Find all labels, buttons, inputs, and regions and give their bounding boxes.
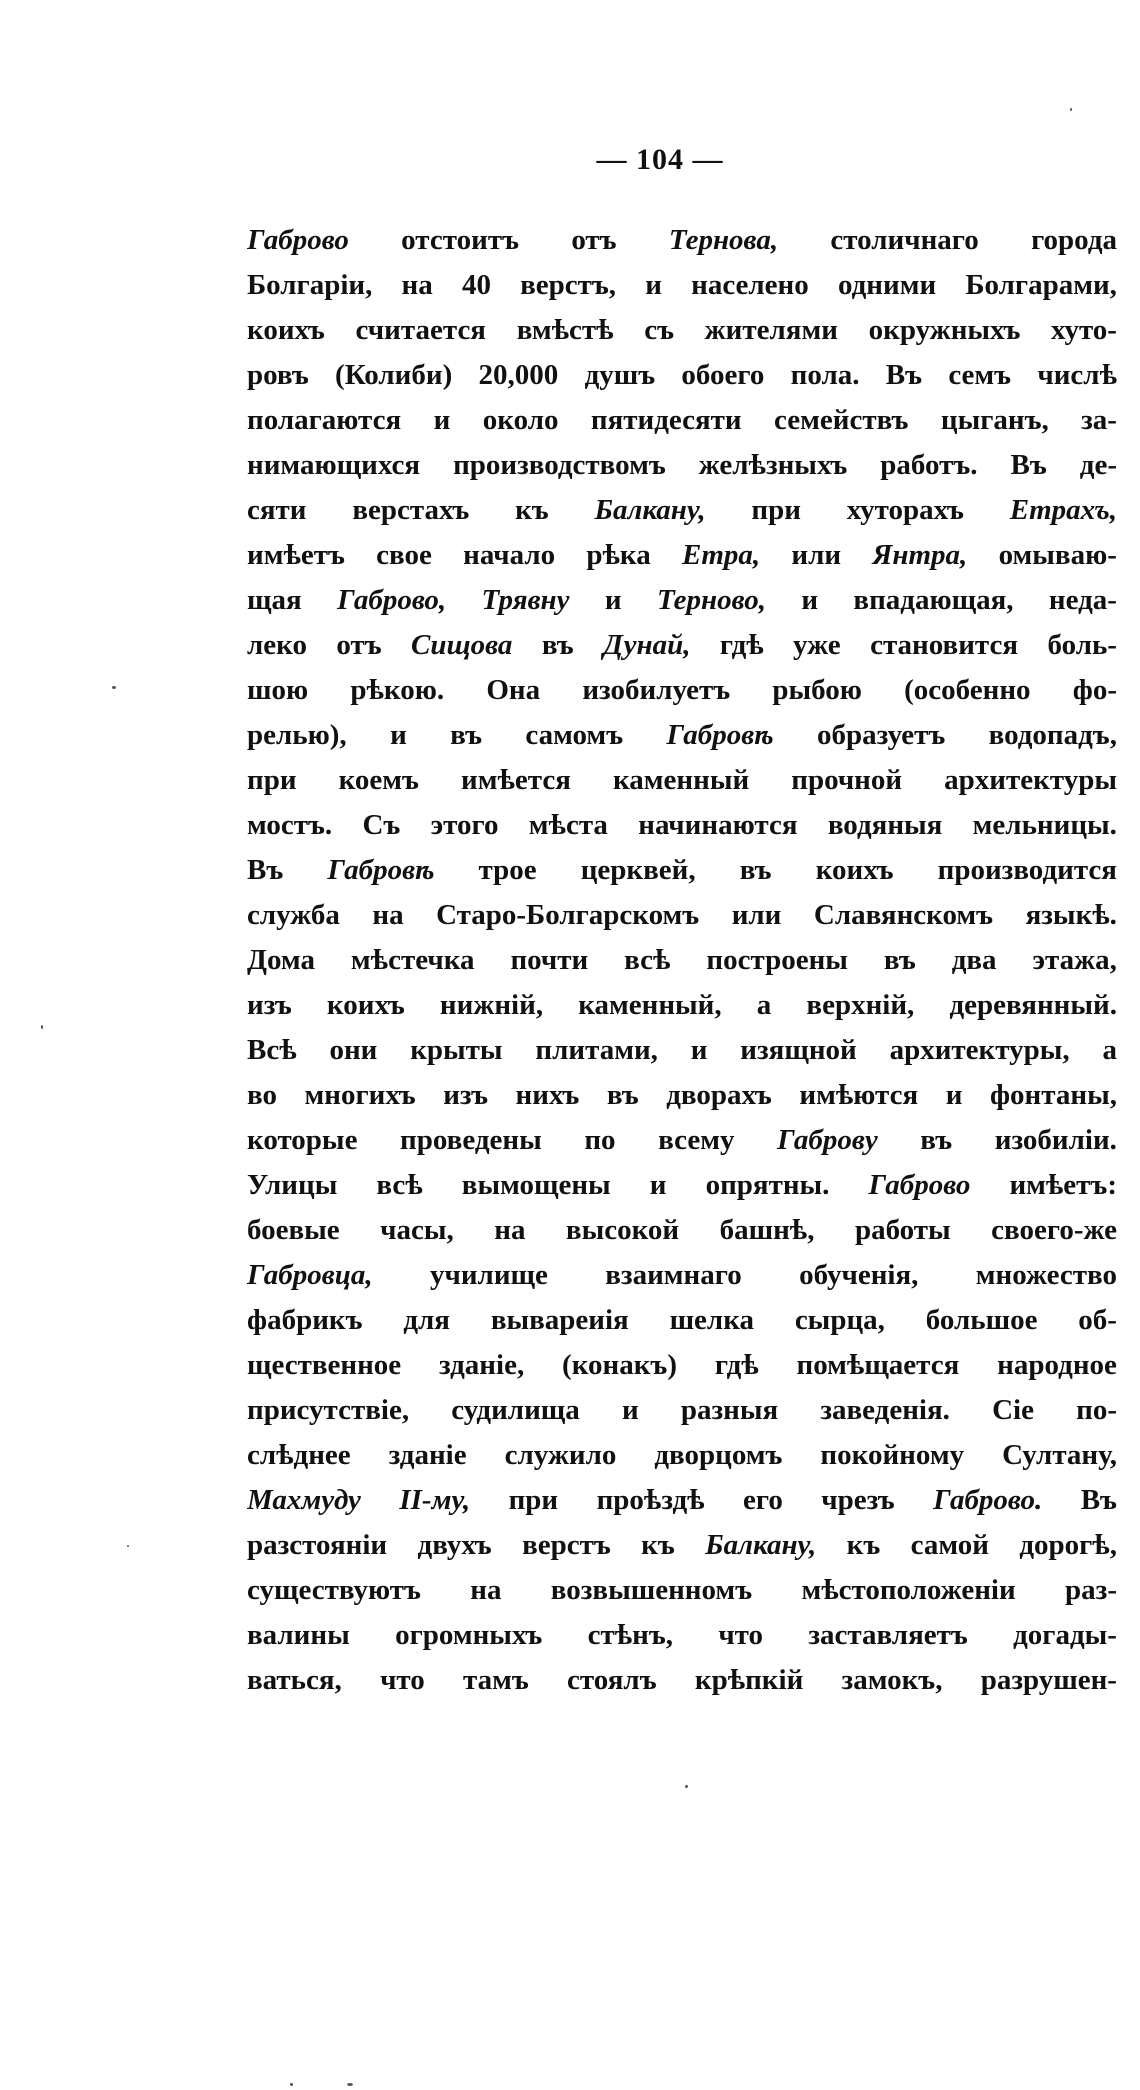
word: при [508,1484,559,1516]
word: во [247,1079,277,1111]
word: нижній, [439,989,544,1021]
word: и [649,1169,667,1201]
text-line [247,353,1117,398]
word: водяныя [827,809,943,841]
word: рѣкою. [350,674,445,706]
word: или [791,539,842,571]
word: семействъ [774,404,909,436]
italic-word: Габрово [868,1169,971,1201]
word: начинаются [638,809,798,841]
word: и [621,1394,639,1426]
page-number: — 104 — [596,143,724,176]
word: трое [478,854,537,886]
word: и [390,719,407,751]
word: что [380,1664,425,1696]
word: разрушен- [980,1664,1117,1696]
word: въ [606,1079,639,1111]
word: Съ [362,809,401,841]
italic-word: Тернова, [668,224,779,256]
word: шелка [669,1304,754,1336]
word: на [401,269,433,301]
word: въ [920,1124,953,1156]
word: всѣ [376,1169,423,1201]
word: уже [793,629,841,661]
word: служба [247,899,340,931]
word: изъ [443,1079,488,1111]
word: 40 [461,269,491,301]
scan-speck [290,2083,293,2086]
word: служило [504,1439,617,1471]
word: почти [510,944,589,976]
word: свое [376,539,432,571]
text-line [247,1208,1117,1253]
word: и [945,1079,963,1111]
word: фабрикъ [247,1304,363,1336]
word: архитектуры [944,764,1117,796]
word: къ [846,1529,881,1561]
word: Она [486,674,541,706]
word: догады- [1013,1619,1117,1651]
word: Старо-Болгарскомъ [436,899,700,931]
text-line [247,623,1117,668]
word: сяти [247,494,307,526]
word: заведенія. [820,1394,950,1426]
italic-word: Габрово, [337,584,447,616]
word: и [801,584,819,616]
text-line [247,1298,1117,1343]
word: что [718,1619,764,1651]
word: огромныхъ [395,1619,543,1651]
scan-speck [1070,108,1072,111]
text-line [247,1523,1117,1568]
word: начало [463,539,556,571]
word: работы [854,1214,951,1246]
word: мостъ. [247,809,333,841]
text-line [247,983,1117,1028]
word: считается [355,314,487,346]
word: дворцомъ [654,1439,783,1471]
word: об- [1078,1304,1117,1336]
word: и [645,269,662,301]
word: де- [1079,449,1117,481]
word: обоего [681,359,765,391]
word: по [584,1124,616,1156]
word: и [690,1034,708,1066]
word: а [756,989,772,1021]
word: а [1102,1034,1117,1066]
word: одними [837,269,937,301]
word: релью), [247,719,347,751]
word: чрезъ [821,1484,895,1516]
word: разныя [680,1394,779,1426]
word: многихъ [304,1079,416,1111]
word: Дома [247,944,315,976]
text-line [247,1478,1117,1523]
word: башнѣ, [719,1214,815,1246]
text-line [247,1658,1117,1703]
word: зданіе [388,1439,467,1471]
text-line [247,488,1117,533]
word: Въ [885,359,923,391]
italic-word: Габровѣ [666,719,774,751]
word: плитами, [535,1034,658,1066]
italic-word: Янтра, [872,539,968,571]
word: при [247,764,297,796]
word: Болгарами, [965,269,1117,301]
word: на [372,899,404,931]
word: каменный, [578,989,722,1021]
word: (Колиби) [335,359,453,391]
word: въ [541,629,574,661]
word: изящной [740,1034,857,1066]
word: пятидесяти [590,404,742,436]
scan-speck [112,686,116,689]
word: изобилуетъ [582,674,731,706]
word: раз- [1065,1574,1117,1606]
word: покойному [820,1439,965,1471]
italic-word: Габровца, [247,1259,373,1291]
word: окружныхъ [868,314,1021,346]
word: имѣетъ [247,539,345,571]
text-line [247,1388,1117,1433]
scan-speck [685,1785,688,1788]
word: стѣнъ, [587,1619,673,1651]
word: ровъ [247,359,309,391]
word: вмѣстѣ [516,314,614,346]
italic-word: Сищова [411,629,513,661]
word: присутствіе, [247,1394,410,1426]
word: работъ. [880,449,978,481]
word: около [482,404,559,436]
word: своего-же [991,1214,1117,1246]
word: цыганъ, [940,404,1049,436]
word: душъ [584,359,656,391]
word: Улицы [247,1169,338,1201]
italic-word: Балкану, [594,494,706,526]
word: нихъ [515,1079,580,1111]
word: (конакъ) [562,1349,677,1381]
word: этажа, [1032,944,1117,976]
word: населено [691,269,809,301]
word: фо- [1072,674,1117,706]
italic-word: Терново, [656,584,766,616]
word: щественное [247,1349,402,1381]
word: самомъ [525,719,624,751]
word: замокъ, [841,1664,943,1696]
word: сырца, [794,1304,885,1336]
word: валины [247,1619,350,1651]
word: два [951,944,997,976]
text-line [247,1433,1117,1478]
word: построены [706,944,848,976]
italic-word: Етра, [681,539,761,571]
word: коихъ [815,854,894,886]
italic-word: Махмуду [247,1484,361,1516]
word: высокой [565,1214,680,1246]
text-line [247,758,1117,803]
word: Въ [1010,449,1047,481]
word: коихъ [247,314,325,346]
word: верхній, [806,989,915,1021]
word: верстъ [522,1529,611,1561]
word: опрятны. [705,1169,830,1201]
word: съ [644,314,674,346]
word: тамъ [463,1664,529,1696]
word: помѣщается [796,1349,960,1381]
word: полагаются [247,404,402,436]
word: самой [910,1529,989,1561]
word: проведены [400,1124,542,1156]
word: гдѣ [714,1349,759,1381]
word: всѣ [624,944,671,976]
word: для [403,1304,450,1336]
word: Сіе [992,1394,1034,1426]
word: архитектуры, [889,1034,1070,1066]
text-line [247,1343,1117,1388]
word: числѣ [1037,359,1117,391]
scan-speck [41,1025,43,1029]
word: производится [937,854,1117,886]
word: 20,000 [478,359,559,391]
text-line [247,803,1117,848]
word: Болгаріи, [247,269,373,301]
word: въ [450,719,483,751]
word: множество [975,1259,1117,1291]
word: становится [870,629,1019,661]
text-line [247,263,1117,308]
word: обученія, [799,1259,919,1291]
word: церквей, [580,854,696,886]
text-line [247,1073,1117,1118]
word: шою [247,674,309,706]
word: къ [515,494,549,526]
word: Въ [1080,1484,1117,1516]
word: города [1031,224,1117,256]
text-line [247,398,1117,443]
italic-word: Габровѣ [327,854,435,886]
word: возвышенномъ [550,1574,753,1606]
word: имѣются [799,1079,919,1111]
word: нимающихся [247,449,421,481]
word: изобиліи. [994,1124,1117,1156]
word: часы, [380,1214,454,1246]
text-line [247,848,1117,893]
word: училище [429,1259,548,1291]
word: мѣстоположеніи [801,1574,1016,1606]
text-line [247,443,1117,488]
body-text [247,218,1117,1703]
scan-speck [347,2083,353,2086]
text-line [247,1163,1117,1208]
italic-word: Габрово [247,224,349,256]
word: существуютъ [247,1574,421,1606]
word: на [494,1214,526,1246]
word: Въ [247,854,284,886]
word: водопадъ, [988,719,1117,751]
word: всему [658,1124,735,1156]
word: отъ [336,629,382,661]
word: изъ [247,989,292,1021]
word: этого [430,809,499,841]
word: въ [739,854,772,886]
word: Славянскомъ [813,899,994,931]
word: каменный [613,764,750,796]
word: въ [883,944,916,976]
text-line [247,938,1117,983]
word: коемъ [338,764,419,796]
word: жителями [704,314,838,346]
word: ваться, [247,1664,342,1696]
word: и [604,584,622,616]
word: крѣпкій [694,1664,804,1696]
word: отъ [571,224,617,256]
word: языкѣ. [1025,899,1117,931]
italic-word: Трявну [481,584,570,616]
word: деревянный. [949,989,1117,1021]
word: столичнаго [830,224,979,256]
italic-word: Габрово. [933,1484,1043,1516]
word: за- [1081,404,1117,436]
word: верстахъ [352,494,470,526]
word: народное [997,1349,1117,1381]
word: неда- [1048,584,1117,616]
word: вымощены [461,1169,611,1201]
word: большое [925,1304,1038,1336]
word: которые [247,1124,358,1156]
word: боевые [247,1214,340,1246]
italic-word: Габрову [777,1124,878,1156]
word: къ [641,1529,675,1561]
italic-word: Етрахъ, [1009,494,1117,526]
text-line [247,668,1117,713]
text-line [247,1118,1117,1163]
word: крыты [410,1034,503,1066]
word: судилища [451,1394,580,1426]
word: они [329,1034,378,1066]
text-line [247,533,1117,578]
word: коихъ [326,989,405,1021]
word: семъ [948,359,1012,391]
word: отстоитъ [401,224,519,256]
word: проѣздѣ [596,1484,705,1516]
word: верстъ, [520,269,617,301]
text-line [247,578,1117,623]
word: или [731,899,782,931]
word: Всѣ [247,1034,297,1066]
word: прочной [791,764,903,796]
italic-word: Балкану, [705,1529,817,1561]
word: взаимнаго [605,1259,742,1291]
word: мельницы. [972,809,1117,841]
text-line [247,1568,1117,1613]
word: заставляетъ [808,1619,968,1651]
word: по- [1076,1394,1117,1426]
word: производствомъ [453,449,666,481]
text-line [247,713,1117,758]
word: мѣстечка [350,944,475,976]
word: слѣднее [247,1439,351,1471]
word: зданіе, [439,1349,525,1381]
word: на [470,1574,502,1606]
word: мѣста [528,809,608,841]
word: при [751,494,801,526]
word: двухъ [417,1529,492,1561]
text-line [247,1028,1117,1073]
word: имѣетъ: [1009,1169,1117,1201]
word: вывареиія [490,1304,629,1336]
scan-speck [127,1545,129,1547]
word: хуторахъ [846,494,964,526]
italic-word: Дунай, [603,629,691,661]
text-line [247,1613,1117,1658]
word: его [743,1484,783,1516]
word: разстояніи [247,1529,388,1561]
word: имѣется [461,764,571,796]
word: Султану, [1002,1439,1117,1471]
text-line [247,308,1117,353]
word: (особенно [904,674,1031,706]
word: щая [247,584,302,616]
word: рѣка [586,539,651,571]
word: фонтаны, [989,1079,1117,1111]
word: стоялъ [567,1664,657,1696]
word: омываю- [998,539,1117,571]
text-line [247,893,1117,938]
word: гдѣ [719,629,764,661]
word: боль- [1047,629,1117,661]
word: дорогѣ, [1019,1529,1117,1561]
text-line [247,218,1117,263]
word: дворахъ [666,1079,772,1111]
word: образуетъ [816,719,946,751]
word: рыбою [772,674,862,706]
word: леко [247,629,307,661]
text-line [247,1253,1117,1298]
word: пола. [790,359,860,391]
word: впадающая, [853,584,1014,616]
word: желѣзныхъ [698,449,848,481]
word: и [433,404,451,436]
word: хуто- [1051,314,1117,346]
italic-word: II-му, [399,1484,471,1516]
